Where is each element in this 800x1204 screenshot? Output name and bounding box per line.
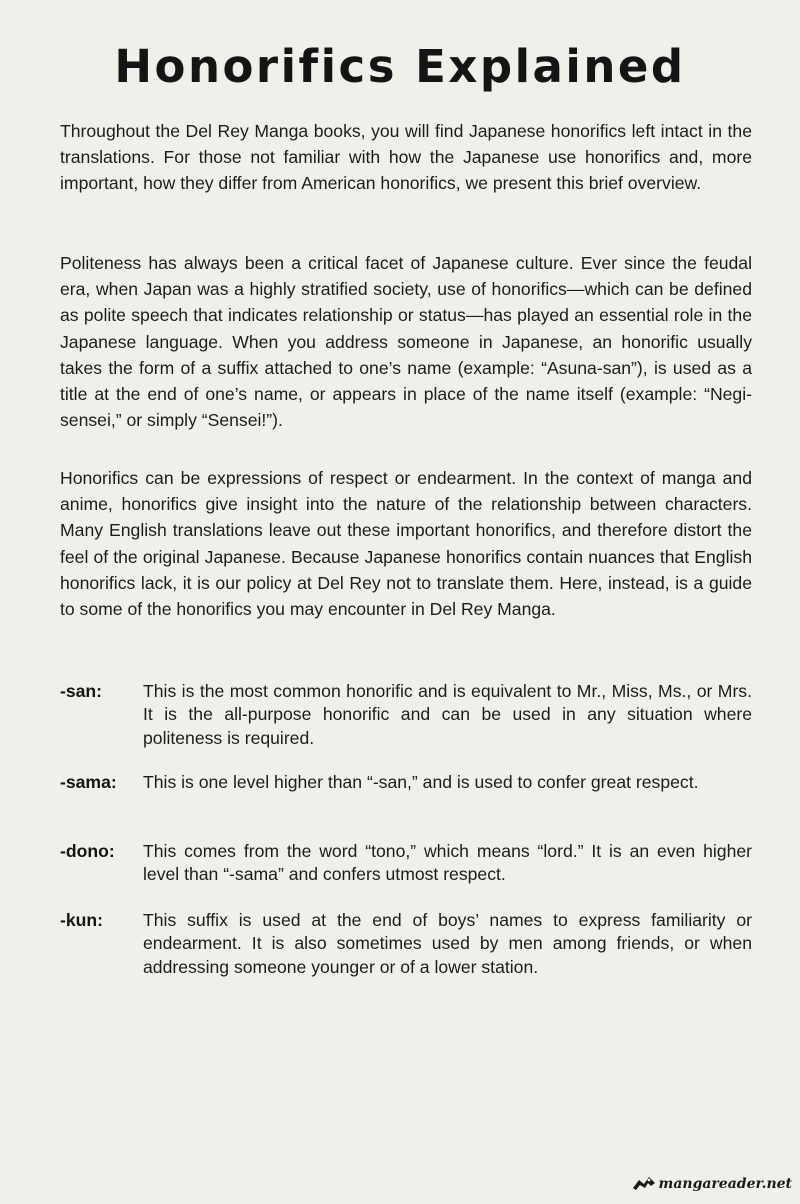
glossary-term: -sama:	[60, 772, 117, 792]
site-watermark[interactable]	[631, 1174, 793, 1194]
glossary-term: -kun:	[60, 910, 103, 930]
glossary-term: -dono:	[60, 841, 115, 861]
glossary-definition: This is one level higher than “-san,” and is used to confer great respect.	[143, 772, 699, 792]
watermark-text: mangareader.net	[658, 1176, 792, 1192]
intro-paragraph: Throughout the Del Rey Manga books, you will find Japanese honorifics left intact in the translations. For those not familiar with how the Japanese use honorifics and, more important, how they differ from American honorifics, we present this brief overview.	[60, 121, 752, 194]
glossary-definition: This is the most common honorific and is equivalent to Mr., Miss, Ms., or Mrs. It is the all-purpose honorific and can be used in any situation where politeness is required.	[143, 681, 752, 748]
glossary-term: -san:	[60, 681, 103, 701]
politeness-paragraph: Politeness has always been a critical facet of Japanese culture. Ever since the feudal era, when Japan was a highly stratified society, use of honorifics—which can be defined as polite speech that indicates relationship or status—has played an essential role in the Japanese language. When you address someone in Japanese, an honorific usually takes the form of a suffix attached to one’s name (example: “Asuna-san”), is used as a title at the end of one’s name, or appears in place of the name itself (example: “Negi-sensei,” or simply “Sensei!”).	[60, 253, 752, 431]
glossary-definition: This suffix is used at the end of boys’ names to express familiarity or endearment. It is also sometimes used by men among friends, or when addressing someone younger or of a lower station.	[143, 910, 752, 977]
honorifics-paragraph: Honorifics can be expressions of respect or endearment. In the context of manga and anime, honorifics give insight into the nature of the relationship between characters. Many English translations leave out these important honorifics, and therefore distort the feel of the original Japanese. Because Japanese honorifics contain nuances that English honorifics lack, it is our policy at Del Rey not to translate them. Here, instead, is a guide to some of the honorifics you may encounter in Del Rey Manga.	[60, 468, 752, 620]
ninja-logo-icon	[631, 1174, 657, 1194]
glossary-definition: This comes from the word “tono,” which means “lord.” It is an even higher level than “-sama” and confers utmost respect.	[143, 841, 752, 885]
page-title: Honorifics Explained	[114, 40, 686, 93]
